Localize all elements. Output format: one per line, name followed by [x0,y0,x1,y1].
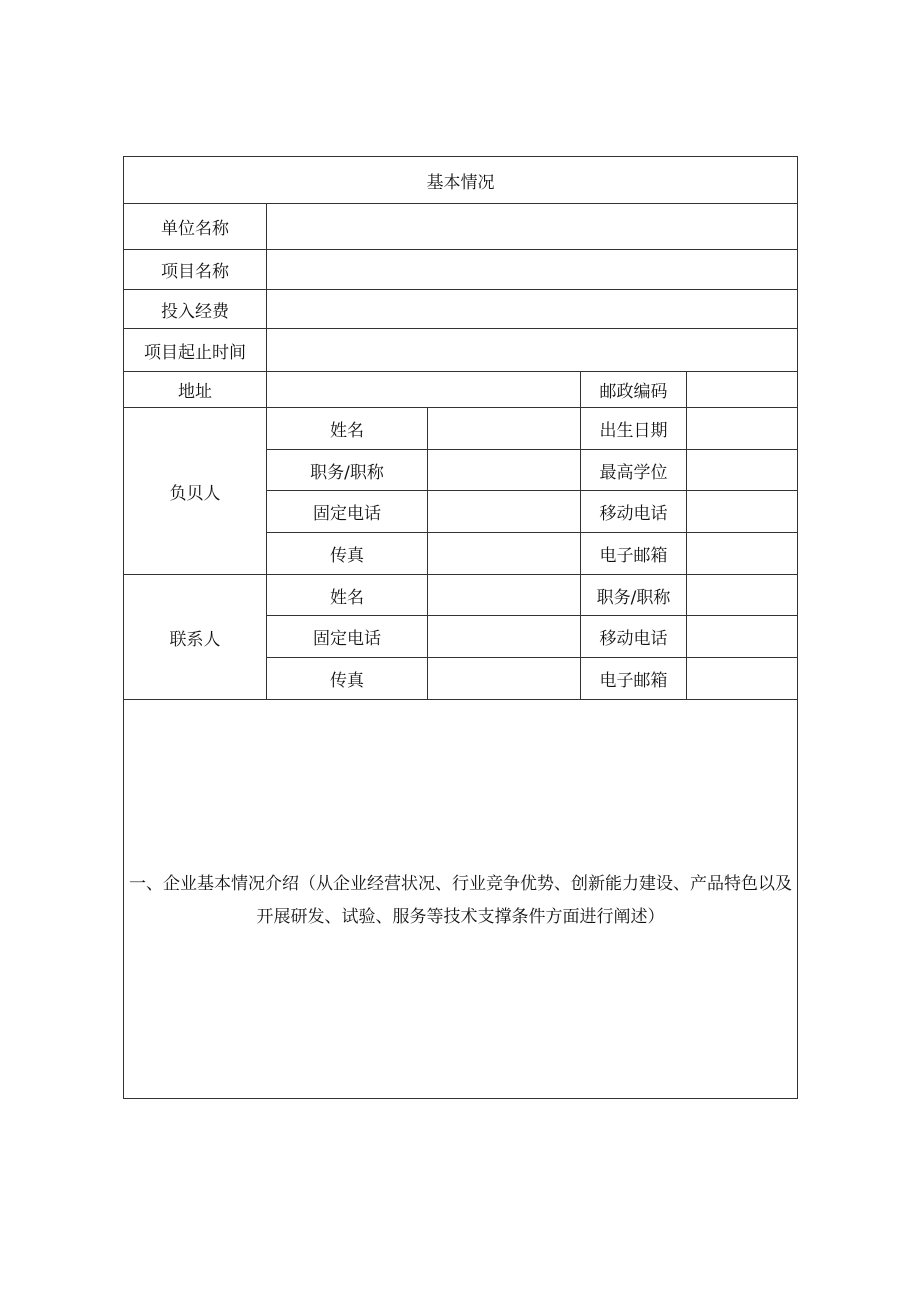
responsible-fax-field[interactable] [428,533,581,575]
responsible-name-field[interactable] [428,408,581,450]
contact-landline-field[interactable] [428,616,581,658]
responsible-mobile-field[interactable] [687,491,798,533]
responsible-birth-date-label: 出生日期 [581,408,687,450]
contact-name-field[interactable] [428,575,581,616]
company-intro-prompt: 一、企业基本情况介绍（从企业经营状况、行业竞争优势、创新能力建设、产品特色以及开展研发、试验、服务等技术支撑条件方面进行阐述） [129,874,792,927]
responsible-landline-field[interactable] [428,491,581,533]
responsible-email-label: 电子邮箱 [581,533,687,575]
project-name-field[interactable] [267,250,798,290]
investment-label: 投入经费 [124,290,267,329]
responsible-mobile-label: 移动电话 [581,491,687,533]
contact-fax-field[interactable] [428,658,581,700]
basic-info-form [123,156,798,1099]
responsible-position-field[interactable] [428,450,581,491]
postal-code-label: 邮政编码 [581,372,687,408]
company-intro-section[interactable] [124,700,798,1099]
responsible-education-label: 最高学位 [581,450,687,491]
responsible-email-field[interactable] [687,533,798,575]
address-label: 地址 [124,372,267,408]
contact-group-label: 联系人 [124,575,267,700]
contact-position-field[interactable] [687,575,798,616]
contact-name-label: 姓名 [267,575,428,616]
contact-email-field[interactable] [687,658,798,700]
form-title: 基本情况 [124,157,798,204]
unit-name-label: 单位名称 [124,204,267,250]
contact-mobile-field[interactable] [687,616,798,658]
responsible-birth-date-field[interactable] [687,408,798,450]
project-period-field[interactable] [267,329,798,372]
project-period-label: 项目起止时间 [124,329,267,372]
project-name-label: 项目名称 [124,250,267,290]
address-field[interactable] [267,372,581,408]
investment-field[interactable] [267,290,798,329]
responsible-name-label: 姓名 [267,408,428,450]
contact-landline-label: 固定电话 [267,616,428,658]
responsible-education-field[interactable] [687,450,798,491]
contact-email-label: 电子邮箱 [581,658,687,700]
responsible-fax-label: 传真 [267,533,428,575]
contact-position-label: 职务/职称 [581,575,687,616]
contact-mobile-label: 移动电话 [581,616,687,658]
unit-name-field[interactable] [267,204,798,250]
responsible-position-label: 职务/职称 [267,450,428,491]
responsible-group-label: 负贝人 [124,408,267,575]
contact-fax-label: 传真 [267,658,428,700]
postal-code-field[interactable] [687,372,798,408]
responsible-landline-label: 固定电话 [267,491,428,533]
